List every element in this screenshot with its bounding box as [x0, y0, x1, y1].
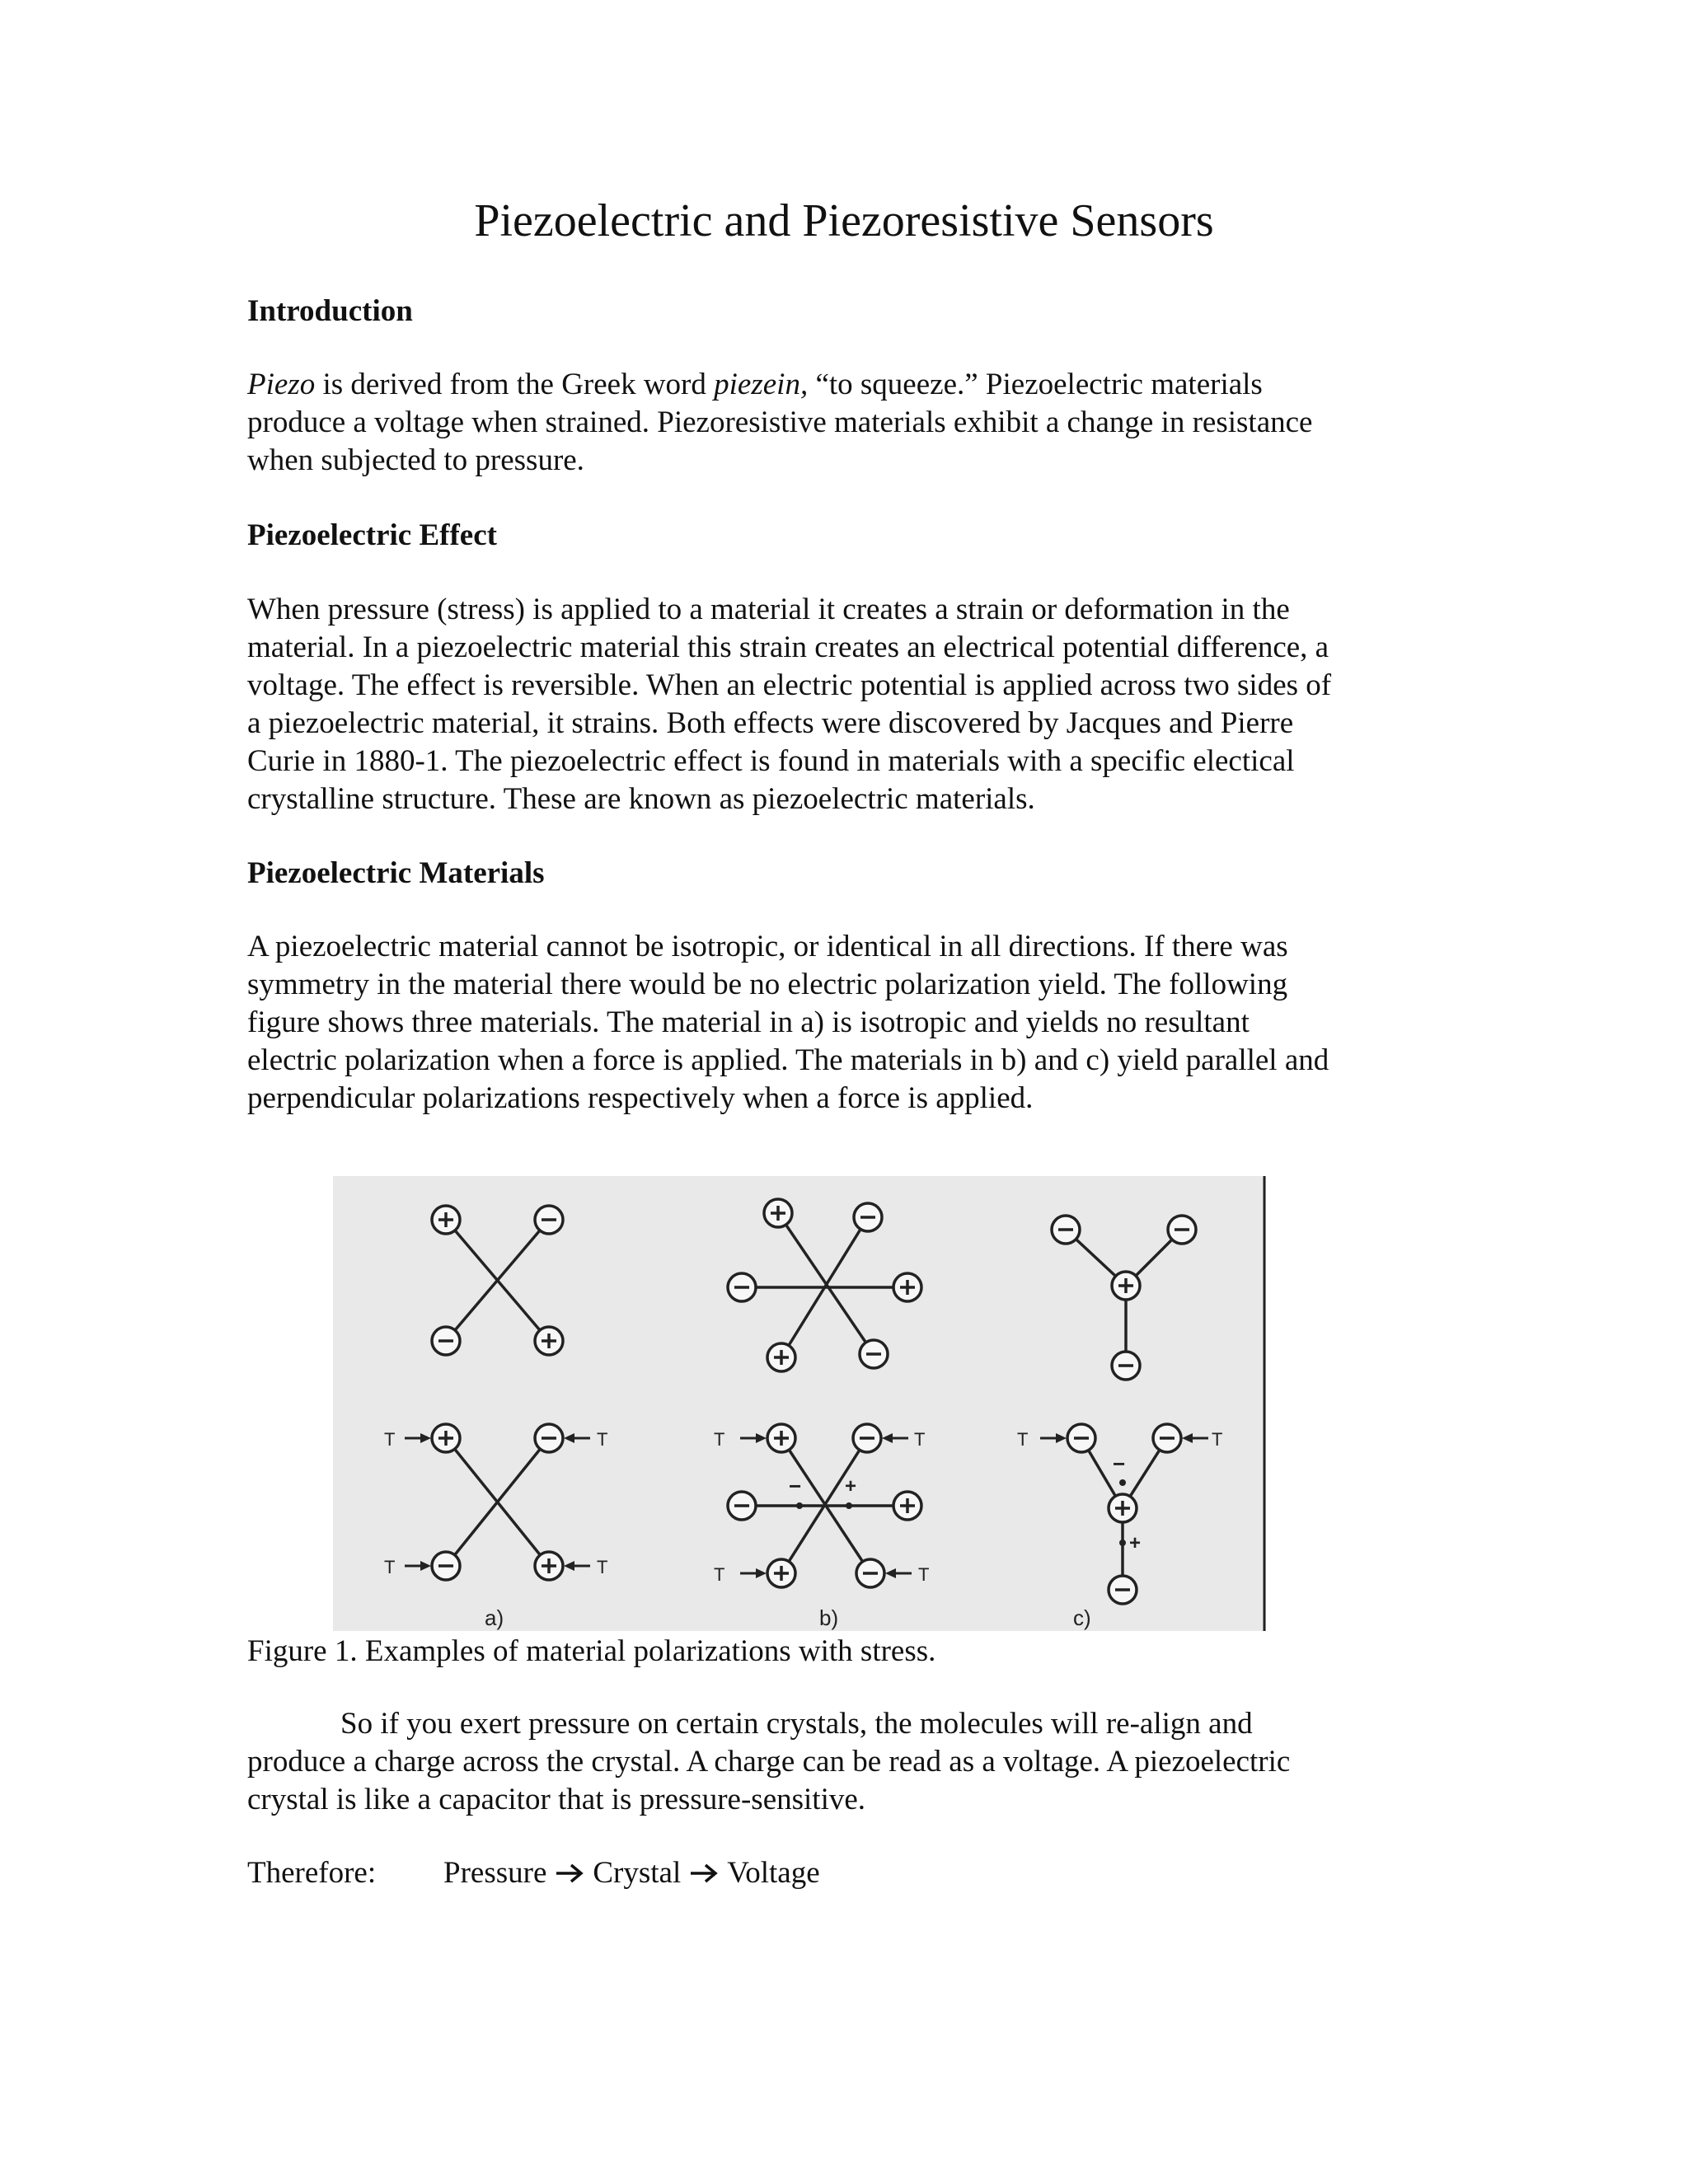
positive-charge-icon — [535, 1327, 563, 1355]
positive-charge-icon — [432, 1424, 460, 1452]
negative-charge-icon — [432, 1552, 460, 1580]
force-label: T — [714, 1564, 725, 1585]
positive-charge-icon — [1112, 1272, 1140, 1300]
force-label: T — [918, 1564, 930, 1585]
force-label: T — [384, 1429, 396, 1450]
negative-charge-icon — [1109, 1576, 1137, 1604]
force-label: T — [597, 1429, 608, 1450]
effect-line: a piezoelectric material, it strains. Both effects were discovered by Jacques and Pierre — [247, 706, 1294, 740]
positive-charge-icon — [767, 1559, 795, 1587]
chain-step: Pressure — [443, 1856, 547, 1890]
force-label: T — [914, 1429, 926, 1450]
closing-line: So if you exert pressure on certain crystals, the molecules will re-align and — [340, 1707, 1253, 1741]
therefore-label: Therefore: — [247, 1856, 377, 1890]
force-label: T — [1017, 1429, 1029, 1450]
piezoelectric-effect-paragraph — [247, 591, 1434, 818]
force-label: T — [1212, 1429, 1223, 1450]
introduction-line-2: produce a voltage when strained. Piezoresistive materials exhibit a change in resistance — [247, 405, 1313, 439]
negative-charge-icon — [1153, 1424, 1181, 1452]
figure-caption: Figure 1. Examples of material polarizations with stress. — [247, 1634, 936, 1668]
piezoelectric-effect-heading: Piezoelectric Effect — [247, 518, 497, 552]
positive-charge-icon — [535, 1552, 563, 1580]
negative-charge-icon — [1052, 1216, 1080, 1244]
materials-line: figure shows three materials. The material in a) is isotropic and yields no resultant — [247, 1005, 1250, 1039]
positive-charge-icon — [893, 1492, 921, 1520]
arrow-right-icon — [553, 1861, 586, 1886]
minus-sign: − — [789, 1474, 802, 1498]
negative-charge-icon — [535, 1424, 563, 1452]
chain-step: Voltage — [727, 1856, 820, 1890]
materials-line: symmetry in the material there would be no electric polarization yield. The following — [247, 968, 1288, 1001]
materials-line: perpendicular polarizations respectively when a force is applied. — [247, 1081, 1034, 1115]
closing-line: crystal is like a capacitor that is pressure-sensitive. — [247, 1783, 866, 1816]
therefore-line — [247, 1855, 820, 1891]
page-title: Piezoelectric and Piezoresistive Sensors — [474, 195, 1214, 246]
piezoelectric-materials-heading: Piezoelectric Materials — [247, 856, 545, 890]
negative-charge-icon — [856, 1559, 884, 1587]
positive-charge-icon — [1109, 1494, 1137, 1522]
panel-label-a: a) — [485, 1605, 504, 1630]
closing-paragraph — [247, 1705, 1434, 1819]
positive-charge-icon — [764, 1199, 792, 1227]
positive-charge-icon — [767, 1343, 795, 1371]
force-label: T — [714, 1429, 725, 1450]
positive-charge-icon — [432, 1206, 460, 1234]
introduction-paragraph — [247, 366, 1434, 480]
closing-line: produce a charge across the crystal. A charge can be read as a voltage. A piezoelectric — [247, 1745, 1291, 1779]
negative-charge-icon — [728, 1273, 756, 1301]
positive-charge-icon — [767, 1424, 795, 1452]
negative-charge-icon — [1067, 1424, 1095, 1452]
materials-line: A piezoelectric material cannot be isotropic, or identical in all directions. If there was — [247, 930, 1288, 963]
negative-charge-icon — [535, 1206, 563, 1234]
plus-sign: + — [1129, 1532, 1142, 1554]
introduction-heading: Introduction — [247, 294, 413, 328]
effect-line: When pressure (stress) is applied to a material it creates a strain or deformation in the — [247, 593, 1290, 626]
panel-label-b: b) — [819, 1605, 839, 1630]
positive-charge-icon — [893, 1273, 921, 1301]
materials-line: electric polarization when a force is applied. The materials in b) and c) yield parallel and — [247, 1043, 1329, 1077]
arrow-right-icon — [687, 1861, 720, 1886]
effect-line: material. In a piezoelectric material this strain creates an electrical potential difference, a — [247, 630, 1329, 664]
negative-charge-icon — [854, 1203, 882, 1231]
effect-line: voltage. The effect is reversible. When an electric potential is applied across two sides of — [247, 668, 1332, 702]
panel-label-c: c) — [1073, 1605, 1091, 1630]
introduction-line-3: when subjected to pressure. — [247, 443, 584, 477]
plus-sign: + — [845, 1475, 857, 1497]
negative-charge-icon — [860, 1340, 888, 1368]
force-label: T — [384, 1557, 396, 1577]
negative-charge-icon — [1112, 1352, 1140, 1380]
negative-charge-icon — [853, 1424, 881, 1452]
introduction-line-1: Piezo is derived from the Greek word piezein, “to squeeze.” Piezoelectric materials — [247, 368, 1263, 401]
chain-step: Crystal — [593, 1856, 682, 1890]
piezoelectric-materials-paragraph — [247, 928, 1434, 1118]
minus-sign: − — [1113, 1451, 1126, 1476]
polarization-figure — [333, 1176, 1266, 1631]
negative-charge-icon — [432, 1327, 460, 1355]
negative-charge-icon — [728, 1492, 756, 1520]
effect-line: Curie in 1880-1. The piezoelectric effect is found in materials with a specific electical — [247, 744, 1295, 778]
force-label: T — [597, 1557, 608, 1577]
effect-line: crystalline structure. These are known as piezoelectric materials. — [247, 782, 1035, 816]
negative-charge-icon — [1168, 1216, 1196, 1244]
